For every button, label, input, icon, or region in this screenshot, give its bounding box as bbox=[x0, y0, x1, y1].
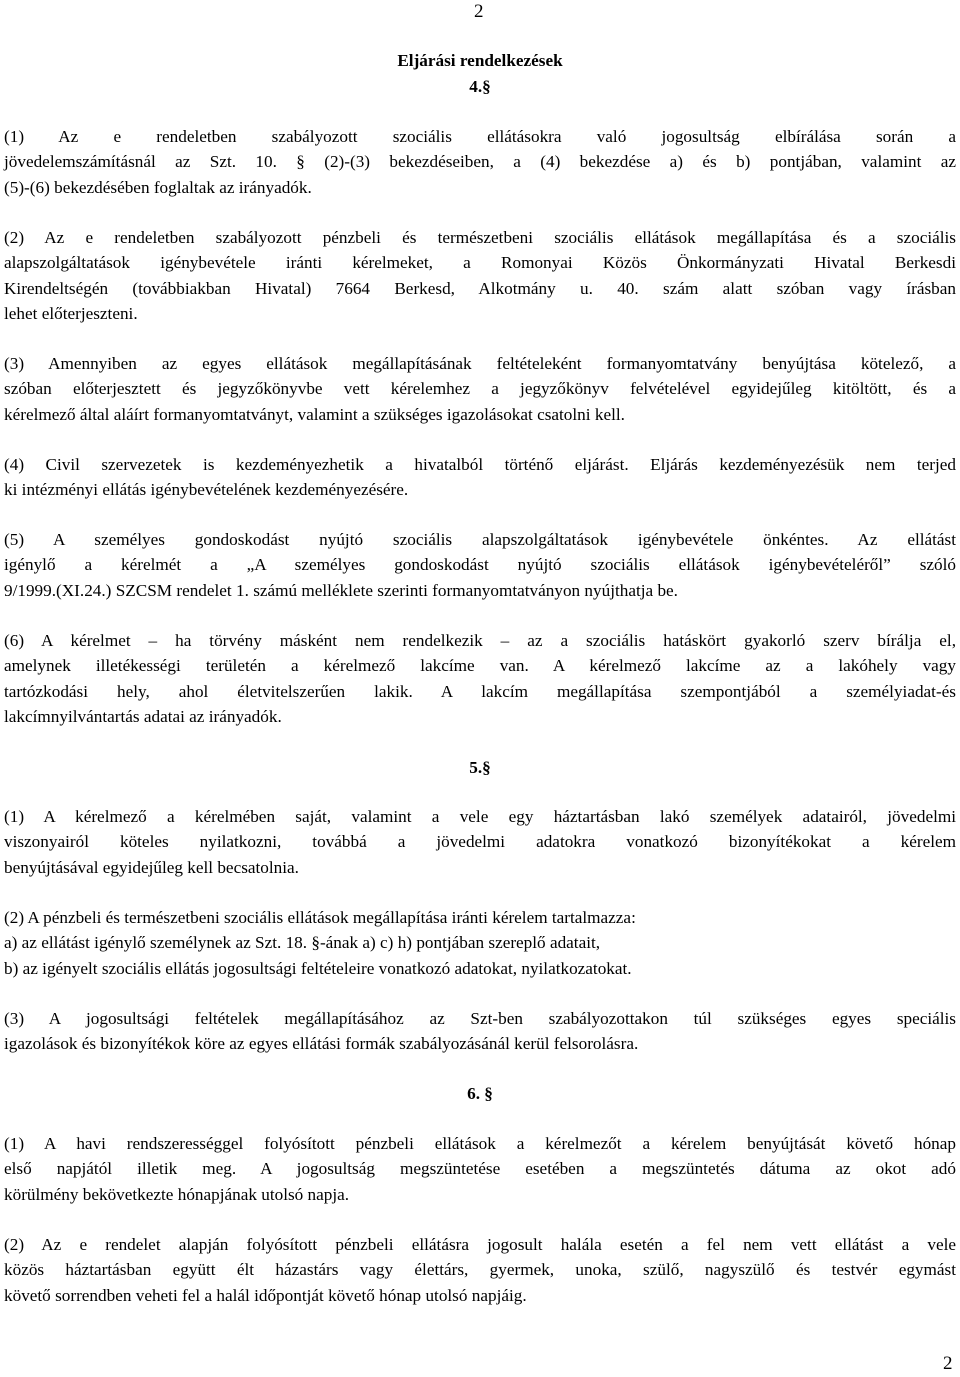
text-line: lakcímnyilvántartás adatai az irányadók. bbox=[4, 707, 282, 727]
s6-paragraph-2 bbox=[4, 1232, 956, 1308]
text-line: (3) Amennyiben az egyes ellátások megállapításának feltételeként formanyomtatvány benyújtása kötelező, a bbox=[4, 354, 956, 373]
text-line: jövedelemszámításnál az Szt. 10. § (2)-(3) bekezdéseiben, a (4) bekezdése a) és b) pontjában, valamint az bbox=[4, 152, 956, 172]
text-line: közös háztartásban együtt élt házastárs vagy élettárs, gyermek, unoka, szülő, nagyszülő és testvér egymást bbox=[4, 1260, 956, 1280]
text-line: első napjától illetik meg. A jogosultság megszüntetése esetében a megszüntetés dátuma az okot adó bbox=[4, 1159, 956, 1179]
s4-paragraph-2 bbox=[4, 225, 956, 327]
text-line: igénylő a kérelmét a „A személyes gondoskodást nyújtó szociális ellátások igénybevételéről” szóló bbox=[4, 555, 956, 575]
page-number-top: 2 bbox=[474, 1, 484, 22]
text-line: alapszolgáltatások igénybevétele iránti kérelmeket, a Romonyai Közös Önkormányzati Hivatal Berkesdi bbox=[4, 253, 956, 273]
section-5-title: 5.§ bbox=[469, 758, 491, 777]
text-line: (4) Civil szervezetek is kezdeményezhetik a hivatalból történő eljárást. Eljárás kezdeményezésük nem terjed bbox=[4, 455, 956, 474]
text-line: (1) A havi rendszerességgel folyósított pénzbeli ellátások a kérelmezőt a kérelem benyújtását követő hónap bbox=[4, 1134, 956, 1153]
text-line: szóban előterjesztett és jegyzőkönyvbe vett kérelemhez a jegyzőkönyv felvételével egyidejűleg kitöltött, és a bbox=[4, 379, 956, 399]
text-line: igazolások és bizonyítékok köre az egyes ellátási formák szabályozásánál kerül felsorolásra. bbox=[4, 1034, 639, 1054]
text-line: (2) A pénzbeli és természetbeni szociális ellátások megállapítása iránti kérelem tartalmazza: bbox=[4, 908, 636, 927]
text-line: kérelmező által aláírt formanyomtatványt, valamint a szükséges igazolásokat csatolni kell. bbox=[4, 404, 625, 424]
text-line: ki intézményi ellátás igénybevételének kezdeményezésére. bbox=[4, 480, 409, 500]
text-line: (1) A kérelmező a kérelmében saját, valamint a vele egy háztartásban lakó személyek adatairól, jövedelmi bbox=[4, 807, 956, 826]
s4-paragraph-5 bbox=[4, 527, 956, 603]
s5-paragraph-3 bbox=[4, 1006, 956, 1057]
section-4-title: 4.§ bbox=[469, 77, 491, 96]
section-6-title: 6. § bbox=[467, 1084, 493, 1103]
text-line: (2) Az e rendeletben szabályozott pénzbeli és természetbeni szociális ellátások megállapítása és a szociális bbox=[4, 228, 956, 247]
s6-paragraph-1 bbox=[4, 1131, 956, 1207]
s4-paragraph-4 bbox=[4, 452, 956, 503]
text-line: követő sorrendben veheti fel a halál időpontját követő hónap utolsó napjáig. bbox=[4, 1285, 527, 1305]
s4-paragraph-3 bbox=[4, 351, 956, 427]
text-line: a) az ellátást igénylő személynek az Szt. 18. §-ának a) c) h) pontjában szereplő adatait, bbox=[4, 933, 601, 953]
section-heading: Eljárási rendelkezések bbox=[397, 51, 563, 70]
text-line: körülmény bekövetkezte hónapjának utolsó napja. bbox=[4, 1184, 350, 1204]
text-line: (2) Az e rendelet alapján folyósított pénzbeli ellátásra jogosult halála esetén a fel nem vett ellátást a vele bbox=[4, 1235, 956, 1254]
text-line: Kirendeltségén (továbbiakban Hivatal) 7664 Berkesd, Alkotmány u. 40. szám alatt szóban vagy írásban bbox=[4, 278, 956, 298]
text-line: benyújtásával egyidejűleg kell becsatolnia. bbox=[4, 857, 299, 877]
text-line: (1) Az e rendeletben szabályozott szociális ellátásokra való jogosultság elbírálása során a bbox=[4, 127, 956, 146]
text-line: (5)-(6) bekezdésében foglaltak az irányadók. bbox=[4, 177, 312, 197]
page-number-bottom: 2 bbox=[943, 1353, 953, 1374]
s4-paragraph-6 bbox=[4, 628, 956, 730]
text-line: b) az igényelt szociális ellátás jogosultsági feltételeire vonatkozó adatokat, nyilatkozatokat. bbox=[4, 958, 632, 978]
text-line: viszonyairól köteles nyilatkozni, továbbá a jövedelmi adatokra vonatkozó bizonyítékokat a kérelem bbox=[4, 832, 956, 852]
text-line: (5) A személyes gondoskodást nyújtó szociális alapszolgáltatások igénybevétele önkéntes. Az ellátást bbox=[4, 530, 956, 549]
text-line: lehet előterjeszteni. bbox=[4, 304, 138, 324]
text-line: 9/1999.(XI.24.) SZCSM rendelet 1. számú melléklete szerinti formanyomtatványon nyújthatja be. bbox=[4, 580, 678, 600]
text-line: (3) A jogosultsági feltételek megállapításához az Szt-ben szabályozottakon túl szükséges egyes speciális bbox=[4, 1009, 956, 1028]
s5-paragraph-2 bbox=[4, 905, 956, 981]
text-line: tartózkodási hely, ahol életvitelszerűen lakik. A lakcím megállapítása szempontjából a személyiadat-és bbox=[4, 681, 956, 701]
s5-paragraph-1 bbox=[4, 804, 956, 880]
s4-paragraph-1 bbox=[4, 124, 956, 200]
text-line: amelynek illetékességi területén a kérelmező lakcíme van. A kérelmező lakcíme az a lakóhely vagy bbox=[4, 656, 956, 676]
text-line: (6) A kérelmet – ha törvény másként nem rendelkezik – az a szociális hatáskört gyakorló szerv bírálja el, bbox=[4, 631, 956, 650]
